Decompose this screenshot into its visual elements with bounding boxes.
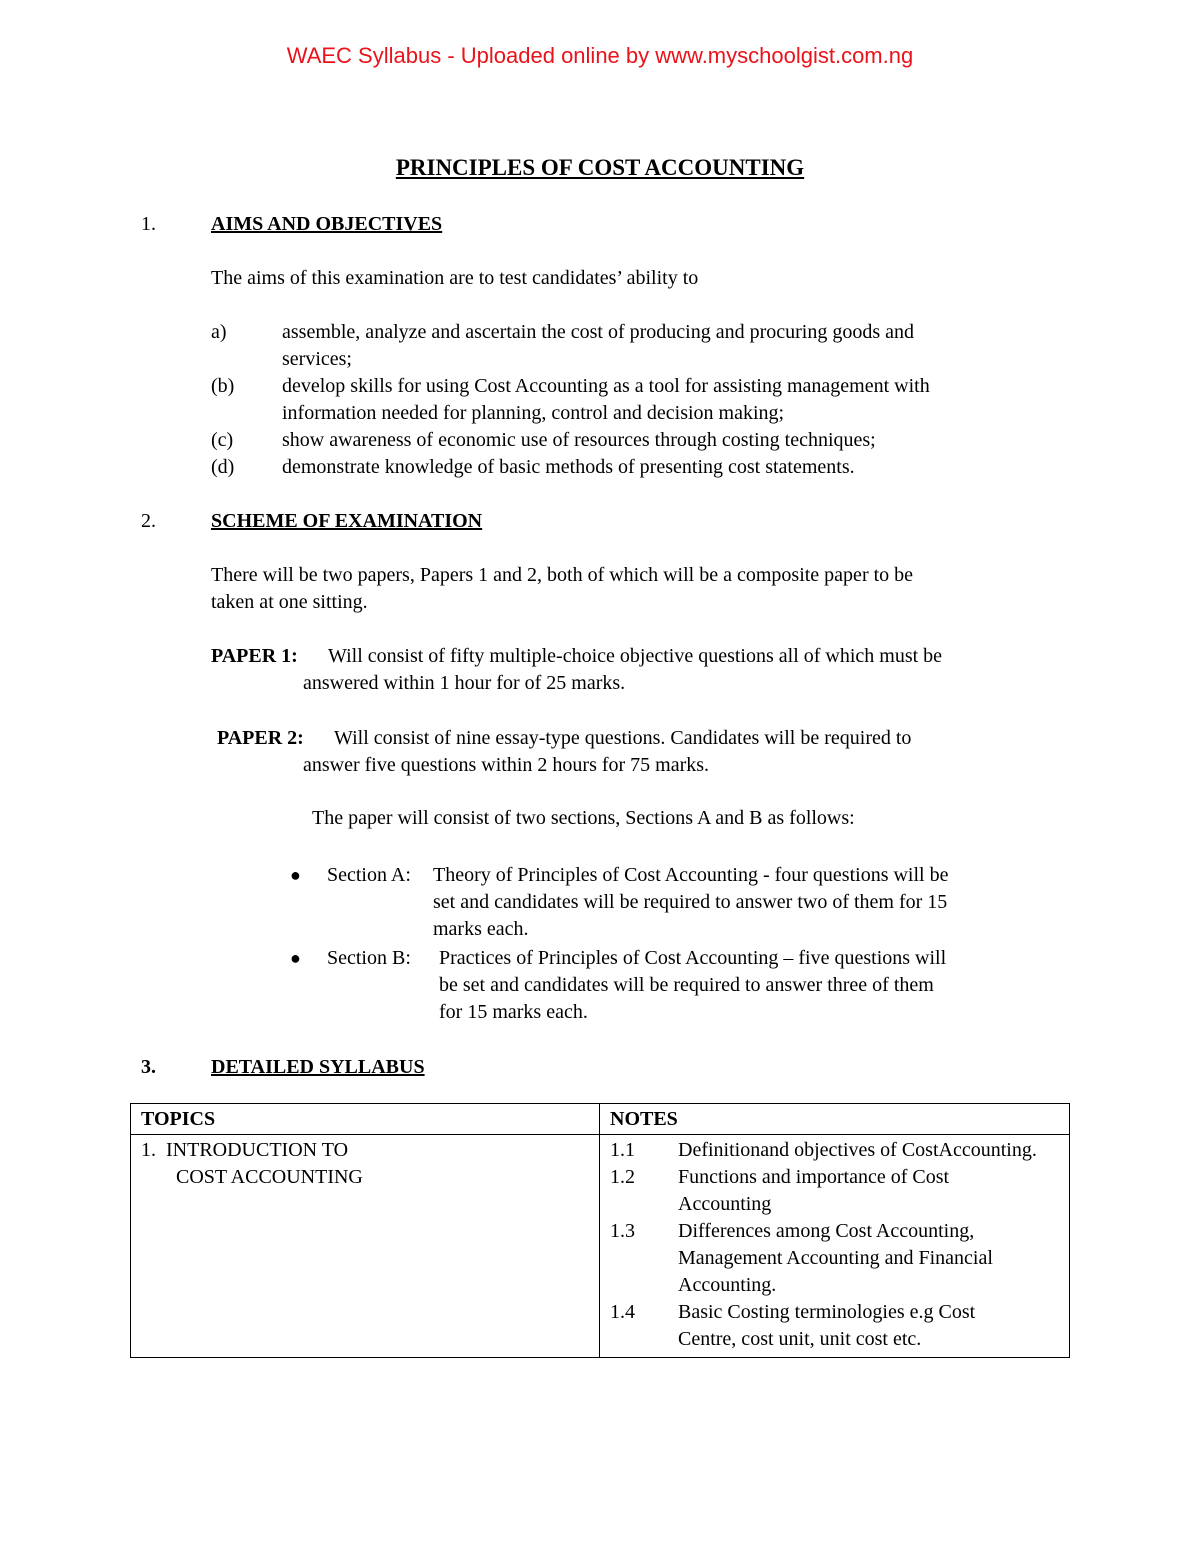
section-a-label: Section A:	[327, 864, 411, 886]
note-number: 1.2	[610, 1166, 635, 1188]
section-b-line3: for 15 marks each.	[439, 1001, 588, 1023]
paper-2-line1: Will consist of nine essay-type questions. Candidates will be required to	[334, 727, 912, 749]
notes-cell	[600, 1135, 1070, 1358]
aim-a-line2: services;	[282, 348, 352, 370]
header-watermark-text: WAEC Syllabus - Uploaded online by www.myschoolgist.com.ng	[286, 43, 914, 68]
topics-header-cell	[131, 1104, 600, 1135]
aim-c-line1: show awareness of economic use of resources through costing techniques;	[282, 429, 876, 451]
aim-a-label: a)	[211, 321, 227, 343]
topic-1-line1	[141, 1137, 599, 1164]
section-b-line1: Practices of Principles of Cost Accounting – five questions will	[439, 947, 947, 969]
aim-a-line1: assemble, analyze and ascertain the cost of producing and procuring goods and	[282, 321, 915, 343]
section-b-label: Section B:	[327, 947, 411, 969]
list-item	[600, 1137, 1069, 1164]
aims-intro: The aims of this examination are to test candidates’ ability to	[211, 267, 699, 289]
bullet-icon: ●	[290, 948, 301, 968]
section-a-line3: marks each.	[433, 918, 529, 940]
aim-b-line2: information needed for planning, control and decision making;	[282, 402, 785, 424]
aim-c-label: (c)	[211, 429, 234, 451]
table-row	[131, 1135, 1070, 1358]
topic-1-title-line1: INTRODUCTION TO	[166, 1139, 349, 1161]
topic-1-number: 1.	[141, 1139, 156, 1161]
topic-cell	[131, 1135, 600, 1358]
note-text: Definitionand objectives of CostAccounting.	[678, 1139, 1037, 1161]
section-1-heading: AIMS AND OBJECTIVES	[211, 213, 443, 235]
section-3-number: 3.	[141, 1056, 156, 1078]
aim-d-line1: demonstrate knowledge of basic methods of presenting cost statements.	[282, 456, 855, 478]
notes-header: NOTES	[610, 1108, 678, 1130]
section-a-line2: set and candidates will be required to answer two of them for 15	[433, 891, 948, 913]
notes-list	[600, 1135, 1069, 1357]
topics-header: TOPICS	[141, 1108, 216, 1130]
notes-header-cell	[600, 1104, 1070, 1135]
aim-b-line1: develop skills for using Cost Accounting as a tool for assisting management with	[282, 375, 930, 397]
table-header-row	[131, 1104, 1070, 1135]
list-item	[600, 1299, 1069, 1353]
aim-d-label: (d)	[211, 456, 235, 478]
list-item	[600, 1218, 1069, 1299]
paper-1-line1: Will consist of fifty multiple-choice objective questions all of which must be	[328, 645, 943, 667]
page-title: PRINCIPLES OF COST ACCOUNTING	[395, 155, 805, 180]
scheme-intro-line2: taken at one sitting.	[211, 591, 368, 613]
paper-2-label: PAPER 2:	[217, 727, 304, 749]
topic-1-title-line2: COST ACCOUNTING	[176, 1166, 363, 1188]
note-number: 1.3	[610, 1220, 635, 1242]
note-number: 1.1	[610, 1139, 635, 1161]
list-item	[600, 1164, 1069, 1218]
note-text: Differences among Cost Accounting, Management Accounting and Financial Accounting.	[678, 1220, 993, 1296]
scheme-intro-line1: There will be two papers, Papers 1 and 2, both of which will be a composite paper to be	[211, 564, 914, 586]
section-a-line1: Theory of Principles of Cost Accounting - four questions will be	[433, 864, 949, 886]
section-b-line2: be set and candidates will be required to answer three of them	[439, 974, 934, 996]
topic-1	[131, 1135, 599, 1199]
section-1-number: 1.	[141, 213, 156, 235]
paper-1-line2: answered within 1 hour for of 25 marks.	[303, 672, 626, 694]
note-number: 1.4	[610, 1301, 635, 1323]
section-3-heading: DETAILED SYLLABUS	[211, 1056, 425, 1078]
syllabus-table	[130, 1103, 1070, 1358]
aim-b-label: (b)	[211, 375, 235, 397]
note-text: Basic Costing terminologies e.g Cost Centre, cost unit, unit cost etc.	[678, 1301, 976, 1350]
section-2-number: 2.	[141, 510, 156, 532]
sections-intro: The paper will consist of two sections, Sections A and B as follows:	[312, 807, 855, 829]
paper-2-line2: answer five questions within 2 hours for 75 marks.	[303, 754, 710, 776]
paper-1-label: PAPER 1:	[211, 645, 298, 667]
bullet-icon: ●	[290, 865, 301, 885]
section-2-heading: SCHEME OF EXAMINATION	[211, 510, 483, 532]
note-text: Functions and importance of Cost Accounting	[678, 1166, 950, 1215]
